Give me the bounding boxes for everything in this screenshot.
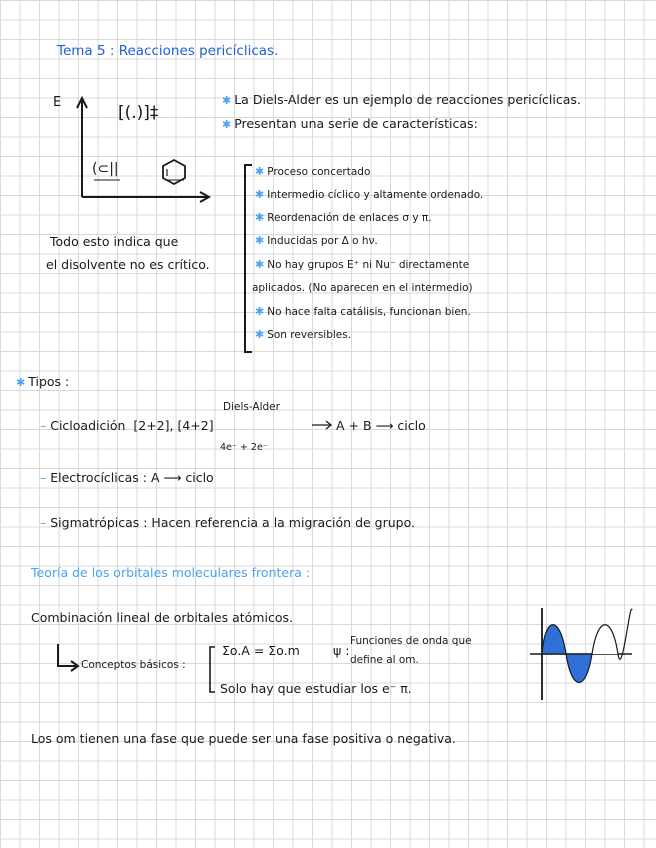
electron-count-note: 4e⁻ + 2e⁻: [220, 442, 268, 453]
star-bullet-icon: ✱: [255, 305, 265, 318]
tipos-heading: ✱ Tipos :: [16, 374, 70, 389]
star-bullet-icon: ✱: [222, 118, 232, 131]
star-bullet-icon: ✱: [16, 376, 26, 389]
characteristic-item: ✱ Intermedio cíclico y altamente ordenado.: [255, 188, 484, 201]
conclusion-line-2: el disolvente no es crítico.: [46, 257, 210, 272]
star-bullet-icon: ✱: [255, 328, 265, 341]
sigmatropicas-line: – Sigmatrópicas : Hacen referencia a la migración de grupo.: [40, 515, 415, 530]
psi-symbol: ψ :: [333, 643, 350, 658]
star-bullet-icon: ✱: [255, 211, 265, 224]
conceptos-label: Conceptos básicos :: [81, 659, 186, 671]
star-bullet-icon: ✱: [255, 165, 265, 178]
star-bullet-icon: ✱: [255, 188, 265, 201]
intro-item: ✱ Presentan una serie de características:: [222, 116, 478, 131]
wave-function-icon: [530, 608, 632, 700]
characteristic-item: ✱ No hay grupos E⁺ ni Nu⁻ directamente: [255, 258, 470, 271]
frontier-line-1: Combinación lineal de orbitales atómicos.: [31, 610, 293, 625]
characteristic-item-continuation: aplicados. (No aparecen en el intermedio): [252, 282, 473, 294]
page-title: Tema 5 : Reacciones pericíclicas.: [57, 43, 279, 59]
transition-state-label: [(.)]‡: [118, 103, 159, 123]
conclusion-line-1: Todo esto indica que: [50, 234, 179, 249]
conceptos-bracket: [210, 647, 215, 692]
reactants-label: (⊂||: [92, 161, 119, 177]
psi-description-2: define al om.: [350, 654, 419, 666]
characteristic-item: ✱ No hace falta catálisis, funcionan bien.: [255, 305, 471, 318]
star-bullet-icon: ✱: [255, 234, 265, 247]
characteristics-bracket: [245, 165, 252, 352]
second-concept: Solo hay que estudiar los e⁻ π.: [220, 681, 412, 696]
star-bullet-icon: ✱: [255, 258, 265, 271]
energy-axis-label: E: [53, 95, 62, 110]
closing-line: Los om tienen una fase que puede ser una fase positiva o negativa.: [31, 731, 456, 746]
electrociclicas-line: – Electrocíclicas : A ⟶ ciclo: [40, 470, 214, 485]
characteristic-item: ✱ Son reversibles.: [255, 328, 352, 341]
frontier-heading: Teoría de los orbitales moleculares frontera :: [31, 565, 311, 580]
cicloadicion-result: A + B ⟶ ciclo: [336, 418, 426, 433]
orbital-formula: Σo.A = Σo.m: [222, 643, 300, 658]
psi-description-1: Funciones de onda que: [350, 635, 472, 647]
diels-alder-note: Diels-Alder: [223, 401, 280, 413]
characteristic-item: ✱ Reordenación de enlaces σ y π.: [255, 211, 432, 224]
characteristic-item: ✱ Inducidas por Δ o hν.: [255, 234, 378, 247]
cicloadicion-line: – Cicloadición [2+2], [4+2]: [40, 418, 214, 433]
intro-item: ✱ La Diels-Alder es un ejemplo de reacciones pericíclicas.: [222, 92, 581, 107]
star-bullet-icon: ✱: [222, 94, 232, 107]
characteristic-item: ✱ Proceso concertado: [255, 165, 371, 178]
